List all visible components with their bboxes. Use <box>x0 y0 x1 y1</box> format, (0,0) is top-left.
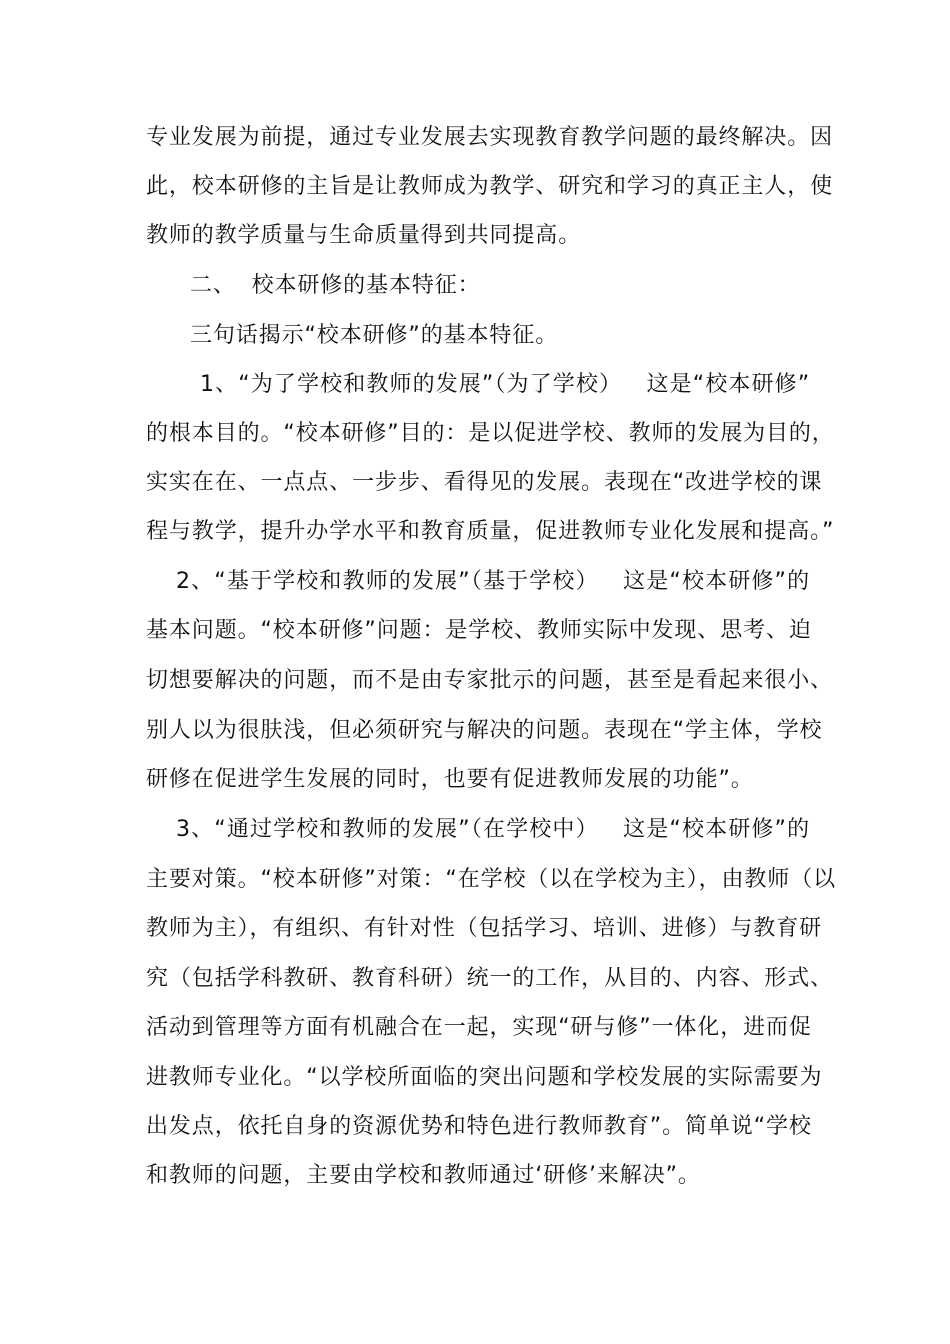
paragraph-line: 教师的教学质量与生命质量得到共同提高。 <box>146 223 582 248</box>
paragraph-line: 此，校本研修的主旨是让教师成为教学、研究和学习的真正主人，使 <box>146 174 834 199</box>
paragraph-line: 出发点，依托自身的资源优势和特色进行教师教育”。简单说“学校 <box>146 1114 812 1139</box>
point-1-heading: 1、“为了学校和教师的发展”（为了学校） 这是“校本研修” <box>200 372 810 397</box>
paragraph-line: 切想要解决的问题，而不是由专家批示的问题，甚至是看起来很小、 <box>146 668 834 693</box>
paragraph-line: 程与教学，提升办学水平和教育质量，促进教师专业化发展和提高。” <box>146 519 835 544</box>
paragraph-line: 研修在促进学生发展的同时，也要有促进教师发展的功能”。 <box>146 767 754 792</box>
point-3-heading: 3、“通过学校和教师的发展”（在学校中） 这是“校本研修”的 <box>176 817 810 842</box>
paragraph-line: 教师为主），有组织、有针对性（包括学习、培训、进修）与教育研 <box>146 916 823 941</box>
point-2-heading: 2、“基于学校和教师的发展”（基于学校） 这是“校本研修”的 <box>176 569 810 594</box>
section-heading: 二、 校本研修的基本特征： <box>190 273 481 298</box>
paragraph-line: 究（包括学科教研、教育科研）统一的工作，从目的、内容、形式、 <box>146 966 834 991</box>
intro-sentence: 三句话揭示“校本研修”的基本特征。 <box>190 323 559 348</box>
paragraph-line: 进教师专业化。“以学校所面临的突出问题和学校发展的实际需要为 <box>146 1065 823 1090</box>
paragraph-line: 实实在在、一点点、一步步、看得见的发展。表现在“改进学校的课 <box>146 470 823 495</box>
paragraph-line: 主要对策。“校本研修”对策：“在学校（以在学校为主），由教师（以 <box>146 867 836 892</box>
paragraph-line: 专业发展为前提，通过专业发展去实现教育教学问题的最终解决。因 <box>146 125 834 150</box>
paragraph-line: 的根本目的。“校本研修”目的：是以促进学校、教师的发展为目的， <box>146 421 835 446</box>
paragraph-line: 基本问题。“校本研修”问题：是学校、教师实际中发现、思考、迫 <box>146 618 812 643</box>
paragraph-line: 和教师的问题，主要由学校和教师通过‘研修’来解决”。 <box>146 1163 701 1188</box>
paragraph-line: 别人以为很肤浅，但必须研究与解决的问题。表现在“学主体，学校 <box>146 718 823 743</box>
paragraph-line: 活动到管理等方面有机融合在一起，实现“研与修”一体化，进而促 <box>146 1015 812 1040</box>
